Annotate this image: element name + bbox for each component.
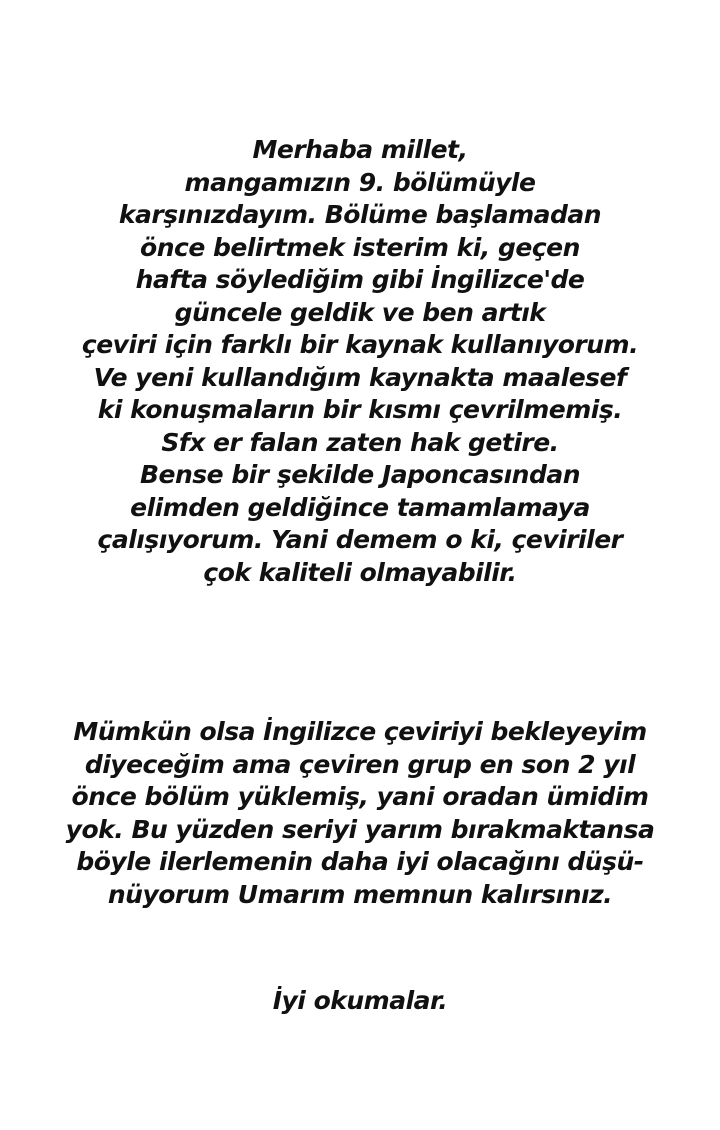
note-line: ki konuşmaların bir kısmı çevrilmemiş. bbox=[97, 395, 623, 424]
note-paragraph-explanation bbox=[20, 716, 700, 911]
note-line: çeviri için farklı bir kaynak kullanıyorum. bbox=[81, 330, 639, 359]
note-line: Sfx er falan zaten hak getire. bbox=[161, 427, 559, 457]
note-line: yok. Bu yüzden seriyi yarım bırakmaktansa bbox=[65, 814, 655, 844]
note-line: mangamızın 9. bölümüyle bbox=[184, 167, 536, 197]
note-line: hafta söylediğim gibi İngilizce'de bbox=[135, 265, 585, 294]
note-line: önce bölüm yüklemiş, yani oradan ümidim bbox=[71, 782, 649, 811]
note-line: diyeceğim ama çeviren grup en son 2 yıl bbox=[84, 749, 636, 779]
note-line: çalışıyorum. Yani demem o ki, çeviriler bbox=[97, 525, 623, 554]
note-line: nüyorum Umarım memnun kalırsınız. bbox=[107, 879, 613, 909]
note-line: güncele geldik ve ben artık bbox=[174, 297, 546, 327]
note-line: Merhaba millet, bbox=[252, 135, 468, 164]
note-line: elimden geldiğince tamamlamaya bbox=[130, 492, 590, 522]
note-line: önce belirtmek isterim ki, geçen bbox=[140, 232, 580, 262]
note-line: Ve yeni kullandığım kaynakta maalesef bbox=[93, 362, 627, 392]
note-line: karşınızdayım. Bölüme başlamadan bbox=[118, 200, 602, 229]
note-line: Bense bir şekilde Japoncasından bbox=[139, 460, 581, 489]
note-line: çok kaliteli olmayabilir. bbox=[203, 557, 517, 587]
note-line: İyi okumalar. bbox=[272, 986, 448, 1015]
note-closing bbox=[20, 985, 700, 1018]
note-line: Mümkün olsa İngilizce çeviriyi bekleyeyim bbox=[73, 717, 647, 746]
note-line: böyle ilerlemenin daha iyi olacağını düşü- bbox=[76, 847, 644, 876]
note-paragraph-intro bbox=[20, 134, 700, 589]
